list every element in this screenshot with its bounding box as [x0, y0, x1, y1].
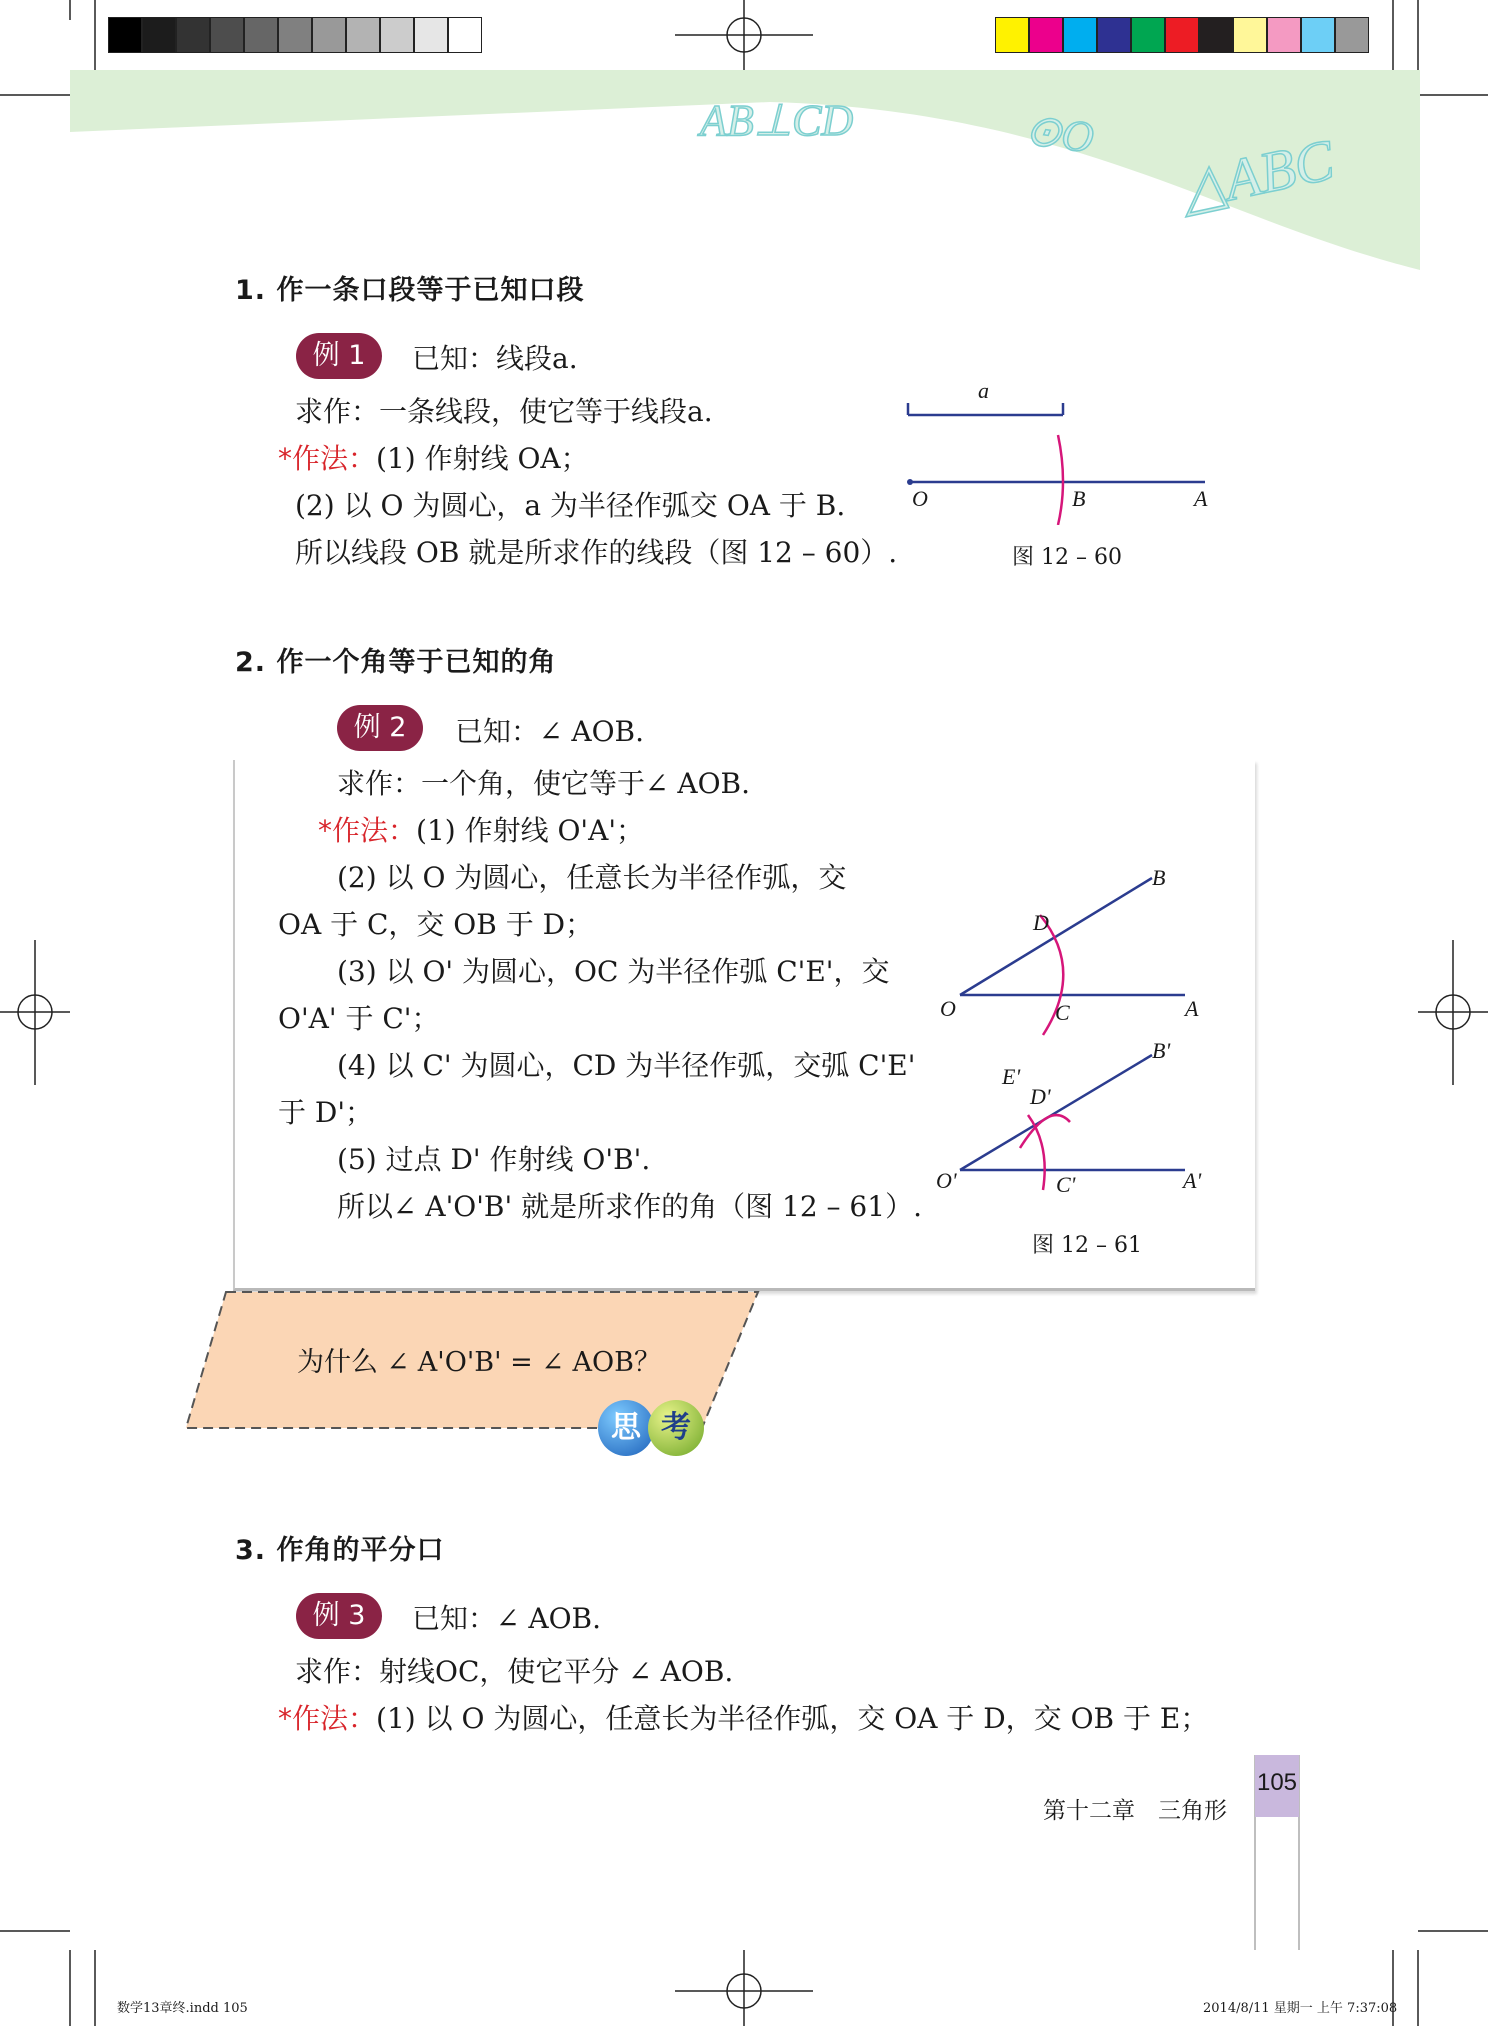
- example-3-given: 已知：∠ AOB.: [412, 1602, 602, 1635]
- fig61-label-O: O: [940, 996, 956, 1021]
- section-1-heading: 1. 作一条口段等于已知口段: [235, 275, 585, 306]
- fig60-label-A: A: [1194, 486, 1208, 511]
- method-label: *作法：: [278, 1702, 377, 1735]
- fig60-label-B: B: [1072, 486, 1086, 511]
- section-2-heading: 2. 作一个角等于已知的角: [235, 647, 557, 678]
- example-3-task: 求作：射线OC，使它平分 ∠ AOB.: [295, 1655, 734, 1688]
- example-2-task: 求作：一个角，使它等于∠ AOB.: [337, 767, 751, 800]
- fig61-label-A-prime: A': [1183, 1168, 1202, 1193]
- step-1: (1) 作射线 OA；: [376, 442, 589, 475]
- fig61-label-C-prime: C': [1056, 1172, 1076, 1197]
- example-2-step-5: (5) 过点 D' 作射线 O'B'.: [337, 1143, 651, 1176]
- example-2-conclusion: 所以∠ A'O'B' 就是所求作的角（图 12 – 61）.: [337, 1190, 922, 1223]
- example-2-given: 已知：∠ AOB.: [455, 715, 645, 748]
- example-2-step-3a: (3) 以 O' 为圆心，OC 为半径作弧 C'E'，交: [337, 955, 890, 988]
- example-1-method: [278, 437, 589, 477]
- step-1: (1) 作射线 O'A'；: [416, 814, 645, 847]
- example-2-step-3b: O'A' 于 C'；: [278, 1002, 440, 1035]
- fig61-caption: 图 12 – 61: [1032, 1233, 1142, 1258]
- fig61-label-D: D: [1033, 910, 1049, 935]
- example-1-task: 求作：一条线段，使它等于线段a.: [295, 395, 713, 428]
- fig61-label-B: B: [1152, 865, 1166, 890]
- think-ball-2: 考: [648, 1400, 704, 1456]
- step-1: (1) 以 O 为圆心，任意长为半径作弧，交 OA 于 D，交 OB 于 E；: [376, 1702, 1209, 1735]
- chapter-title: 第十二章 三角形: [1043, 1798, 1227, 1824]
- header-deco-triangle: △ABC: [1175, 126, 1340, 223]
- fig60-label-O: O: [912, 486, 928, 511]
- example-2-step-2b: OA 于 C，交 OB 于 D；: [278, 908, 594, 941]
- fig61-label-C: C: [1055, 1000, 1070, 1025]
- figure-12-60: [900, 375, 1230, 525]
- method-label: *作法：: [318, 814, 417, 847]
- fig61-label-O-prime: O': [936, 1168, 957, 1193]
- example-1-given: 已知：线段a.: [412, 342, 578, 375]
- example-3-badge: 例 3: [296, 1593, 382, 1639]
- fig61-label-E-prime: E': [1002, 1064, 1021, 1089]
- page-number: 105: [1255, 1755, 1299, 1817]
- think-question: 为什么 ∠ A'O'B' = ∠ AOB？: [297, 1347, 661, 1378]
- fig61-label-A: A: [1185, 996, 1199, 1021]
- example-1-badge: 例 1: [296, 333, 382, 379]
- section-3-heading: 3. 作角的平分口: [235, 1535, 445, 1566]
- method-label: *作法：: [278, 442, 377, 475]
- fig61-label-D-prime: D': [1030, 1084, 1051, 1109]
- example-2-method: [318, 809, 644, 849]
- example-2-step-4b: 于 D'；: [278, 1096, 374, 1129]
- example-2-badge: 例 2: [337, 705, 423, 751]
- header-deco-perpendicular: AB⊥CD: [700, 96, 854, 145]
- example-2-step-4a: (4) 以 C' 为圆心，CD 为半径作弧，交弧 C'E': [337, 1049, 916, 1082]
- figure-12-61: [940, 860, 1200, 1200]
- fig61-label-B-prime: B': [1152, 1038, 1171, 1063]
- think-ball-1: 思: [598, 1400, 654, 1456]
- example-2-step-2a: (2) 以 O 为圆心，任意长为半径作弧，交: [337, 861, 847, 894]
- example-1-conclusion: 所以线段 OB 就是所求作的线段（图 12 – 60）.: [295, 536, 898, 569]
- fig60-label-a: a: [978, 378, 989, 403]
- example-3-method: [278, 1697, 1208, 1737]
- header-deco-circle: ⊙O: [1021, 104, 1097, 163]
- print-timestamp: 2014/8/11 星期一 上午 7:37:08: [1203, 2001, 1398, 2016]
- example-1-step-2: (2) 以 O 为圆心，a 为半径作弧交 OA 于 B.: [295, 489, 846, 522]
- file-info: 数学13章终.indd 105: [117, 2001, 248, 2016]
- fig60-caption: 图 12 – 60: [1012, 545, 1122, 570]
